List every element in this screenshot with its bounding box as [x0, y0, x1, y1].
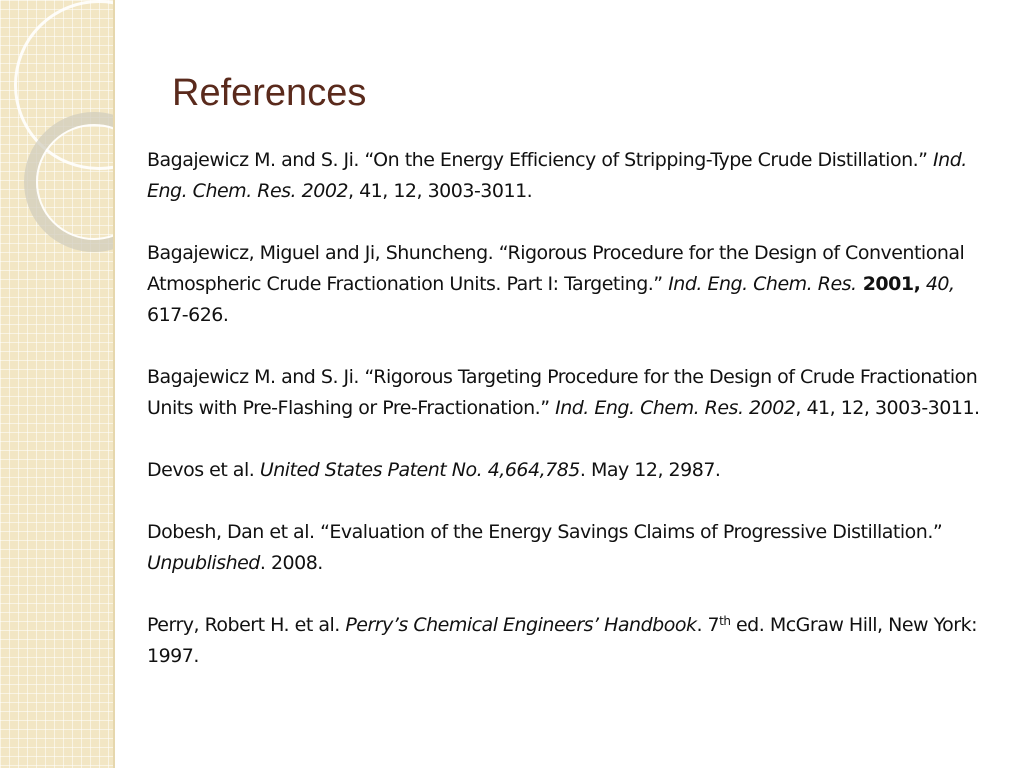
ref-title: “Rigorous Targeting Procedure for the Design of Crude Fractionation Units with Pre-Flashing or Pre-Fractionation.”: [147, 366, 978, 419]
ref-details: 617-626.: [147, 304, 229, 326]
reference-item: [147, 145, 992, 207]
ref-details: , 41, 12, 3003-3011.: [795, 397, 980, 419]
ref-details: . May 12, 2987.: [579, 459, 721, 481]
decorative-sidebar: [0, 0, 113, 768]
ref-authors: Dobesh, Dan et al.: [147, 521, 321, 543]
ref-authors: Bagajewicz, Miguel and Ji, Shuncheng.: [147, 242, 499, 264]
reference-item: [147, 238, 992, 331]
ref-journal: Ind. Eng. Chem. Res. 2002: [147, 149, 967, 202]
ref-edition-suffix: th: [719, 614, 731, 628]
ref-volume: 40,: [920, 273, 955, 295]
reference-item: [147, 362, 992, 424]
ref-title: “Evaluation of the Energy Savings Claims of Progressive Distillation.”: [320, 521, 943, 543]
ref-authors: Bagajewicz M. and S. Ji.: [147, 366, 365, 388]
ref-title: “On the Energy Efficiency of Stripping-Type Crude Distillation.”: [364, 149, 934, 171]
reference-item: [147, 610, 992, 672]
ref-journal: Ind. Eng. Chem. Res.: [668, 273, 857, 295]
ref-year: 2001,: [856, 273, 921, 295]
ref-title: “Rigorous Procedure for the Design of Conventional Atmospheric Crude Fractionation Units. Part I: Targeting.”: [147, 242, 965, 295]
reference-item: [147, 517, 992, 579]
ref-status: Unpublished: [147, 552, 260, 574]
reference-item: [147, 455, 992, 486]
slide-title: References: [172, 72, 367, 114]
reference-list: [147, 145, 992, 672]
ref-authors: Perry, Robert H. et al.: [147, 614, 346, 636]
sidebar-edge: [113, 0, 115, 768]
ref-patent: United States Patent No. 4,664,785: [259, 459, 580, 481]
ref-journal: Ind. Eng. Chem. Res. 2002: [555, 397, 796, 419]
ref-details: . 2008.: [259, 552, 323, 574]
ref-book-title: Perry’s Chemical Engineers’ Handbook: [345, 614, 697, 636]
ref-details: ed. McGraw Hill, New York: 1997.: [147, 614, 978, 667]
ref-authors: Devos et al.: [147, 459, 260, 481]
ref-details: , 41, 12, 3003-3011.: [348, 180, 533, 202]
ref-authors: Bagajewicz M. and S. Ji.: [147, 149, 365, 171]
ref-edition-number: . 7: [696, 614, 720, 636]
